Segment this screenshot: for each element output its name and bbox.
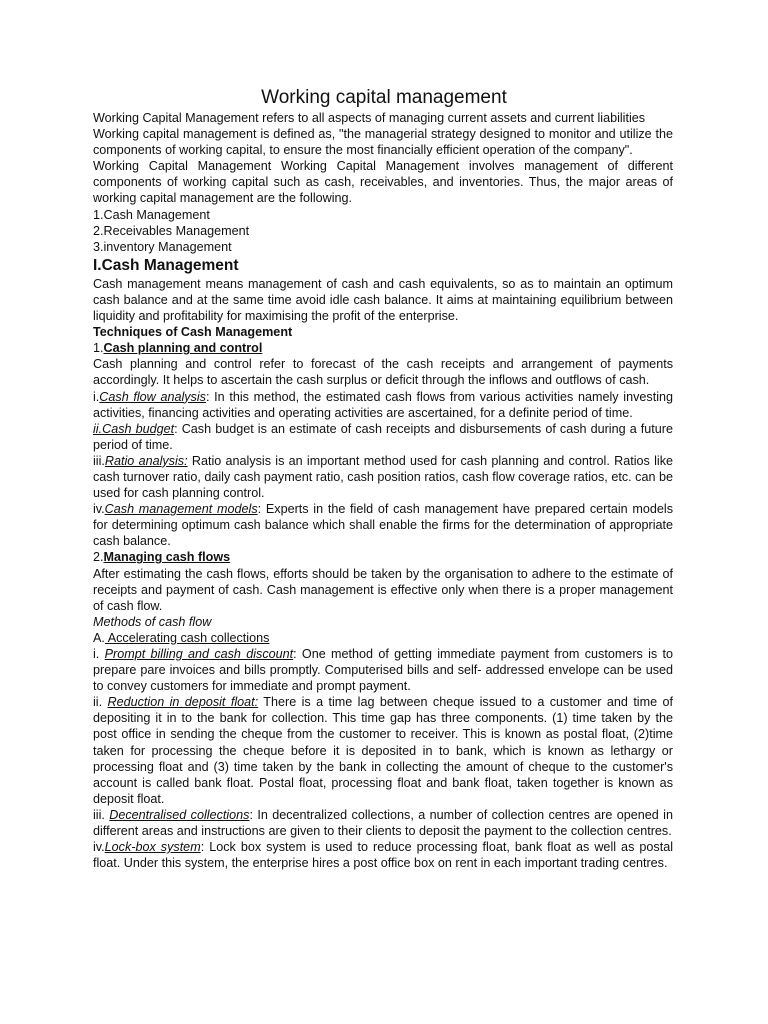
accelerating-heading [93,630,673,646]
list-item: 2.Receivables Management [93,223,250,238]
lock-box-paragraph [93,839,673,871]
intro-paragraph-3: Working Capital Management Working Capital Management involves management of different components of working capital such as cash, receivables, and inventories. Thus, the major areas of working capital management are the following. [93,159,673,206]
item-text: : Cash budget is an estimate of cash receipts and disbursements of cash during a future period of time. [93,421,674,452]
prompt-billing-paragraph [93,646,673,694]
methods-heading: Methods of cash flow [93,614,212,629]
item-prefix: iii. [93,453,105,468]
subheading-title: Managing cash flows [103,550,231,565]
item-title: Cash management models [104,502,258,517]
item-title: Accelerating cash collections [104,630,270,645]
list-item: 3.inventory Management [93,239,232,254]
item-title: ii.Cash budget [93,421,175,436]
item-text: There is a time lag between cheque issued to a customer and time of depositing it in to the bank for collection. This time gap has three components. (1) time taken by the post office in sending the cheque from the customer to receiver. This is known as postal float, (2)time taken for processing the cheque before it is deposited in to bank, which is known as lethargy or processing float and (3) time taken by the bank in collecting the amount of cheque to the customer's account is called bank float. Postal float, processing float and bank float, taken together is known as deposit float. [93,695,674,806]
cash-budget-paragraph [93,421,673,453]
item-text: : In this method, the estimated cash flows from various activities namely investing activities, financing activities and operating activities are ascertained, for a definite period of time. [93,389,673,420]
deposit-float-paragraph [93,694,673,807]
item-title: Ratio analysis: [104,453,188,468]
item-title: Cash flow analysis [99,389,206,404]
item-title: Decentralised collections [109,807,250,822]
item-text: Ratio analysis is an important method used for cash planning and control. Ratios like cash turnover ratio, daily cash payment ratio, cash position ratios, cash flow coverage ratios, etc. can be used for cash planning control. [93,453,673,501]
item-title: Lock-box system [104,840,201,855]
item-title: Reduction in deposit float: [107,695,259,710]
subheading-number: 1. [93,341,104,356]
ratio-analysis-paragraph [93,453,673,501]
item-text: : One method of getting immediate payment from customers is to prepare pare invoices and bills promptly. Computerised bills and self- addressed envelope can be used to convey customers for immediate and prompt payment. [93,647,674,694]
cash-flow-analysis-paragraph [93,389,673,421]
item-text: : In decentralized collections, a number of collection centres are opened in different areas and instructions are given to their clients to deposit the payment to the collection centres. [93,807,673,839]
list-item: 1.Cash Management [93,207,210,222]
section-heading: I.Cash Management [93,256,239,274]
managing-cash-paragraph: After estimating the cash flows, efforts should be taken by the organisation to adhere to the estimate of receipts and payment of cash. Cash management is effective only when there is a proper management of cash flow. [93,566,673,613]
decentralised-collections-paragraph [93,807,673,839]
intro-paragraph-1: Working Capital Management refers to all aspects of managing current assets and current liabilities [93,111,646,125]
item-text: : Lock box system is used to reduce processing float, bank float as well as postal float. Under this system, the enterprise hires a post office box on rent in each important trading centres. [93,840,673,871]
item-text: : Experts in the field of cash management have prepared certain models for determining optimum cash balance which shall enable the firms for the determination of appropriate cash balance. [93,502,673,549]
cash-definition-paragraph: Cash management means management of cash and cash equivalents, so as to maintain an optimum cash balance and at the same time avoid idle cash balance. It aims at maintaining equilibrium between liquidity and profitability for maximising the profit of the enterprise. [93,276,673,324]
intro-paragraph-2: Working capital management is defined as, "the managerial strategy designed to monitor and utilize the components of working capital, to ensure the most financially efficient operation of the company". [93,127,673,158]
subheading-number: 2. [93,550,104,565]
item-prefix: i. [93,647,105,661]
item-prefix: A. [93,630,105,645]
item-title: Prompt billing and cash discount [104,647,294,661]
subheading-managing-cash [93,549,673,565]
item-prefix: iv. [93,502,105,517]
item-prefix: i. [93,389,100,404]
subheading-cash-planning [93,340,673,356]
techniques-heading: Techniques of Cash Management [93,325,293,340]
item-prefix: iii. [93,807,110,822]
item-prefix: iv. [93,840,105,855]
page-title: Working capital management [261,87,507,108]
cash-models-paragraph [93,501,673,549]
subheading-title: Cash planning and control [103,341,263,356]
cash-planning-paragraph: Cash planning and control refer to forecast of the cash receipts and arrangement of payments accordingly. It helps to ascertain the cash surplus or deficit through the inflows and outflows of cash. [93,357,673,388]
item-prefix: ii. [93,695,108,710]
document-body [93,110,673,871]
